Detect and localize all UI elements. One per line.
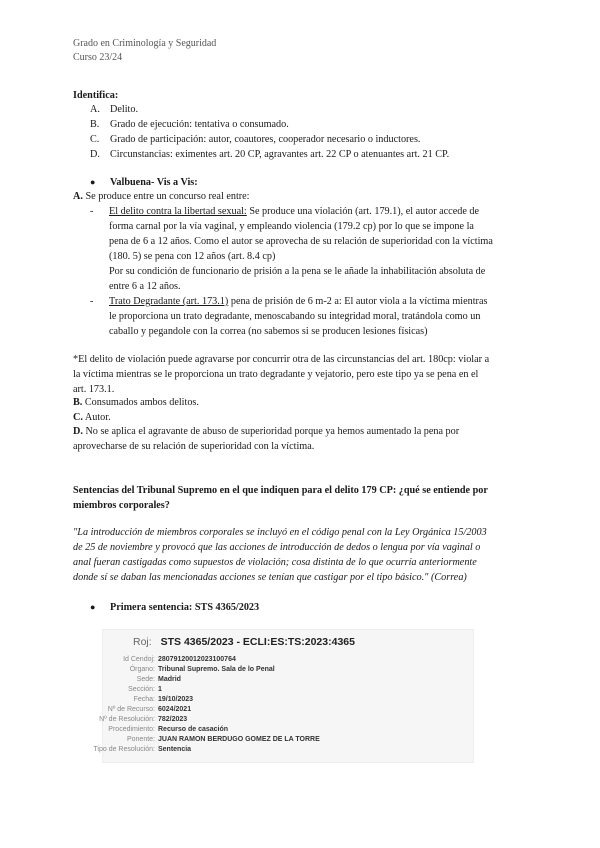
answer-c-label: C. <box>73 412 83 423</box>
heading-line: Sentencias del Tribunal Supremo en el que indiquen para el delito 179 CP: ¿qué se entiende por <box>73 485 488 496</box>
answer-a-text: Se produce entre un concurso real entre: <box>85 191 250 202</box>
list-text: Grado de participación: autor, coautores, cooperador necesario o inductores. <box>110 134 421 145</box>
sub-item-line: le proporciona un trato degradante, menoscabando su integridad moral, tratándola como un <box>109 311 481 322</box>
sub-item-line: Por su condición de funcionario de prisión a la pena se le añade la inhabilitación absoluta de <box>109 266 486 277</box>
sub-item-sexual-offense <box>109 204 493 294</box>
record-row <box>103 665 473 675</box>
sub-item-title: Trato Degradante (art. 173.1) <box>109 296 229 307</box>
record-key: Sección: <box>128 686 155 693</box>
list-item <box>0 147 600 162</box>
answer-b <box>73 395 199 410</box>
sub-item-line: forma carnal por la vía vaginal, y empleando violencia (179.2 cp) por lo que se impone la <box>109 221 474 232</box>
bullet-icon: ● <box>90 177 96 187</box>
ruling-record-card <box>93 629 474 763</box>
record-row <box>103 735 473 745</box>
record-row <box>103 695 473 705</box>
record-key: Tipo de Resolución: <box>93 746 155 753</box>
first-sentence-heading <box>0 600 600 615</box>
record-value: Sentencia <box>158 746 192 753</box>
list-letter: D. <box>90 149 100 160</box>
dash-marker: - <box>90 206 94 217</box>
record-value: Tribunal Supremo. Sala de lo Penal <box>158 666 275 673</box>
sentencias-heading <box>73 483 488 513</box>
bullet-icon: ● <box>90 602 96 612</box>
list-letter: B. <box>90 119 100 130</box>
record-key: Sede: <box>136 676 155 683</box>
list-text: Circunstancias: eximentes art. 20 CP, agravantes art. 22 CP o atenuantes art. 21 CP. <box>110 149 450 160</box>
record-key: Órgano: <box>129 666 155 673</box>
record-key: Fecha: <box>133 696 155 703</box>
record-row <box>103 685 473 695</box>
record-value: Recurso de casación <box>158 726 229 733</box>
answer-b-label: B. <box>73 397 83 408</box>
sub-item-line: entre 6 a 12 años. <box>109 281 181 292</box>
sub-item-line: pena de prisión de 6 m-2 a: El autor viola a la víctima mientras <box>230 296 488 307</box>
record-value: 19/10/2023 <box>158 696 194 703</box>
note-line: *El delito de violación puede agravarse por concurrir otra de las circunstancias del art. 180cp: violar a <box>73 354 490 365</box>
record-title <box>133 636 355 648</box>
answer-b-text: Consumados ambos delitos. <box>84 397 199 408</box>
record-title-value: STS 4365/2023 - ECLI:ES:TS:2023:4365 <box>160 636 355 648</box>
record-key: Procedimiento: <box>108 726 155 733</box>
record-key: Nº de Recurso: <box>107 706 155 713</box>
quote-line: donde sí se daban las mencionadas acciones se tenían que castigar por el tipo básico." (Correa) <box>73 572 467 583</box>
list-letter: A. <box>90 104 100 115</box>
answer-a-label: A. <box>73 191 83 202</box>
record-value: 782/2023 <box>158 716 188 723</box>
answer-a <box>73 189 250 204</box>
answer-d-line: aprovecharse de su relación de superioridad con la víctima. <box>73 441 315 452</box>
header-degree: Grado en Criminología y Seguridad <box>73 38 217 49</box>
case-title: Valbuena- Vis a Vis: <box>110 177 198 188</box>
record-row <box>99 715 473 725</box>
list-item <box>0 132 600 147</box>
case-heading <box>0 175 600 190</box>
quote-line: "La introducción de miembros corporales se incluyó en el código penal con la Ley Orgánica 15/2003 <box>73 527 487 538</box>
sub-item-line: Se produce una violación (art. 179.1), el autor accede de <box>249 206 479 217</box>
record-value: 28079120012023100764 <box>158 656 236 663</box>
document-header <box>73 37 216 65</box>
record-row <box>103 725 473 735</box>
quote-paragraph <box>73 525 487 585</box>
first-sentence-title: Primera sentencia: STS 4365/2023 <box>110 602 260 613</box>
record-row <box>103 675 473 685</box>
answer-c-text: Autor. <box>84 412 111 423</box>
record-value: Madrid <box>158 676 181 683</box>
record-key: Nº de Resolución: <box>99 716 155 723</box>
list-item <box>0 117 600 132</box>
heading-line: miembros corporales? <box>73 500 170 511</box>
record-row <box>103 655 473 665</box>
record-key: Id Cendoj: <box>123 656 155 663</box>
record-value: 1 <box>158 686 162 693</box>
header-course: Curso 23/24 <box>73 52 123 63</box>
sub-item-line: (180. 5) se pena con 12 años (art. 8.4 cp) <box>109 251 276 262</box>
answer-d-label: D. <box>73 426 83 437</box>
record-row <box>93 745 473 755</box>
note-paragraph <box>73 352 489 397</box>
note-line: art. 173.1. <box>73 384 115 395</box>
record-value: JUAN RAMON BERDUGO GOMEZ DE LA TORRE <box>158 736 320 743</box>
answer-c <box>73 410 111 425</box>
list-item <box>0 102 600 117</box>
record-title-key: Roj: <box>133 636 152 648</box>
list-text: Grado de ejecución: tentativa o consumado. <box>110 119 289 130</box>
record-value: 6024/2021 <box>158 706 192 713</box>
quote-line: anal fueran castigadas como supuestos de violación; cosa distinta de lo que ocurría anteriormente <box>73 557 477 568</box>
list-text: Delito. <box>110 104 139 115</box>
identifica-title: Identifica: <box>73 90 119 101</box>
sub-item-line: caballo y pegandole con la correa (no sabemos si se producen lesiones físicas) <box>109 326 428 337</box>
dash-marker: - <box>90 296 94 307</box>
note-line: la víctima mientras se le proporciona un trato degradante y vejatorio, pero este tipo ya se pena en el <box>73 369 479 380</box>
sub-item-title: El delito contra la libertad sexual: <box>109 206 247 217</box>
sub-item-line: pena de 6 a 12 años. Como el autor se aprovecha de su relación de superioridad con la víctima <box>109 236 493 247</box>
quote-line: de 25 de noviembre y provocó que las acciones de introducción de dedos o lengua por vía vaginal o <box>73 542 481 553</box>
list-letter: C. <box>90 134 100 145</box>
sub-item-degrading-treatment <box>109 294 487 339</box>
record-row <box>103 705 473 715</box>
answer-d-line: No se aplica el agravante de abuso de superioridad porque ya hemos aumentado la pena por <box>85 426 460 437</box>
answer-d <box>73 424 459 454</box>
record-key: Ponente: <box>126 736 155 743</box>
